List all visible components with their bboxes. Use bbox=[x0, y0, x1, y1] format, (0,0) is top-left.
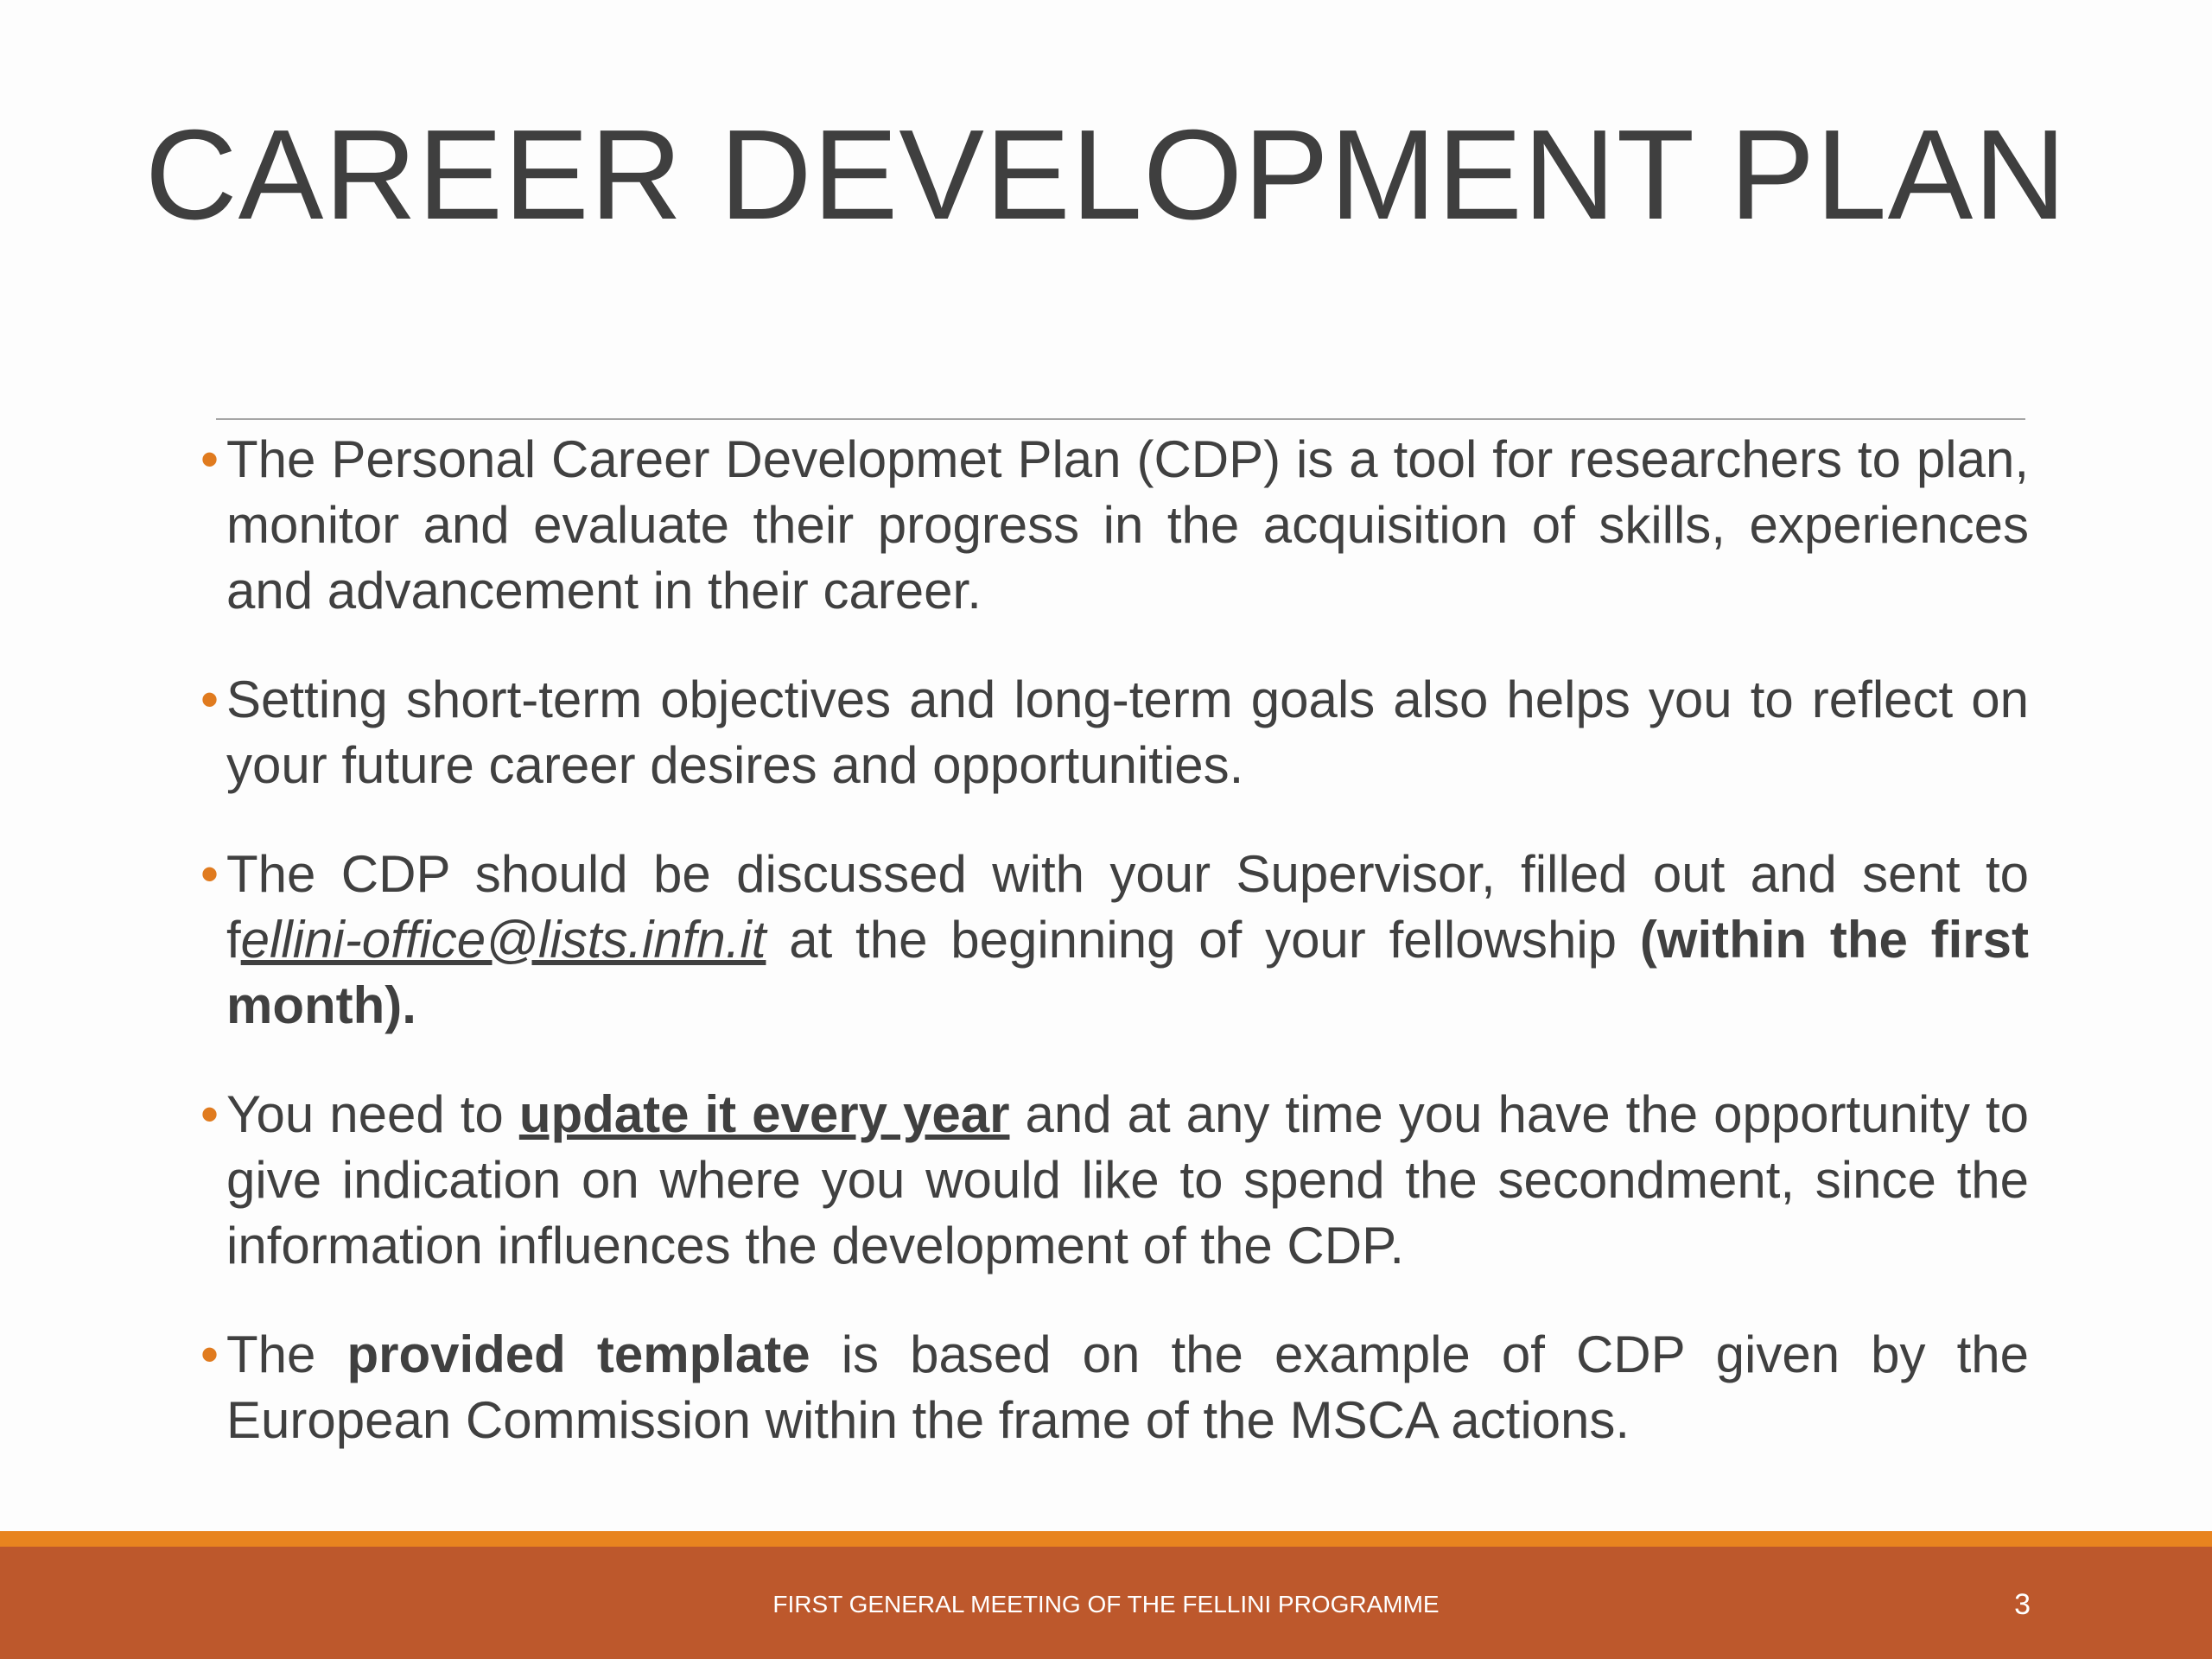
bullet-text-after: and at any time you have the opportunity to give indication on where you would like to spend the secondment, since the information influences the development of the CDP. bbox=[226, 1085, 2029, 1274]
bullet-text-after: at the beginning of your fellowship bbox=[766, 911, 1640, 969]
bullet-item-template bbox=[200, 1322, 2029, 1453]
bullet-item-objectives bbox=[200, 667, 2029, 798]
bullet-text: Setting short-term objectives and long-term goals also helps you to reflect on your future career desires and opportunities. bbox=[226, 671, 2029, 794]
bullet-text: The Personal Career Developmet Plan (CDP) is a tool for researchers to plan, monitor and evaluate their progress in the acquisition of skills, experiences and advancement in their career. bbox=[226, 430, 2029, 620]
bullet-marker: • bbox=[200, 671, 219, 728]
deadline-emphasis: (within the first month). bbox=[226, 911, 2029, 1034]
bullet-marker: • bbox=[200, 1325, 219, 1383]
footer-accent-stripe bbox=[0, 1531, 2212, 1547]
page-number: 3 bbox=[2014, 1588, 2031, 1621]
bullet-item-update bbox=[200, 1082, 2029, 1279]
bullet-list bbox=[200, 427, 2029, 1497]
bullet-item-cdp-definition bbox=[200, 427, 2029, 624]
bullet-item-submission bbox=[200, 842, 2029, 1039]
bullet-text-before: You need to bbox=[226, 1085, 519, 1143]
template-emphasis: provided template bbox=[346, 1325, 810, 1383]
bullet-text-before: The CDP should be discussed with your Supervisor, filled out and sent to f bbox=[226, 845, 2029, 969]
bullet-marker: • bbox=[200, 1085, 219, 1143]
bullet-marker: • bbox=[200, 845, 219, 903]
email-link[interactable]: ellini-office@lists.infn.it bbox=[240, 911, 766, 969]
title-divider bbox=[216, 418, 2025, 420]
update-emphasis: update it every year bbox=[518, 1085, 1010, 1143]
slide-title: CAREER DEVELOPMENT PLAN bbox=[144, 104, 2068, 246]
bullet-text-before: The bbox=[226, 1325, 347, 1383]
footer-text: FIRST GENERAL MEETING OF THE FELLINI PROGRAMME bbox=[772, 1591, 1440, 1618]
bullet-text-after: is based on the example of CDP given by the European Commission within the frame of the MSCA actions. bbox=[226, 1325, 2029, 1449]
bullet-marker: • bbox=[200, 430, 219, 488]
